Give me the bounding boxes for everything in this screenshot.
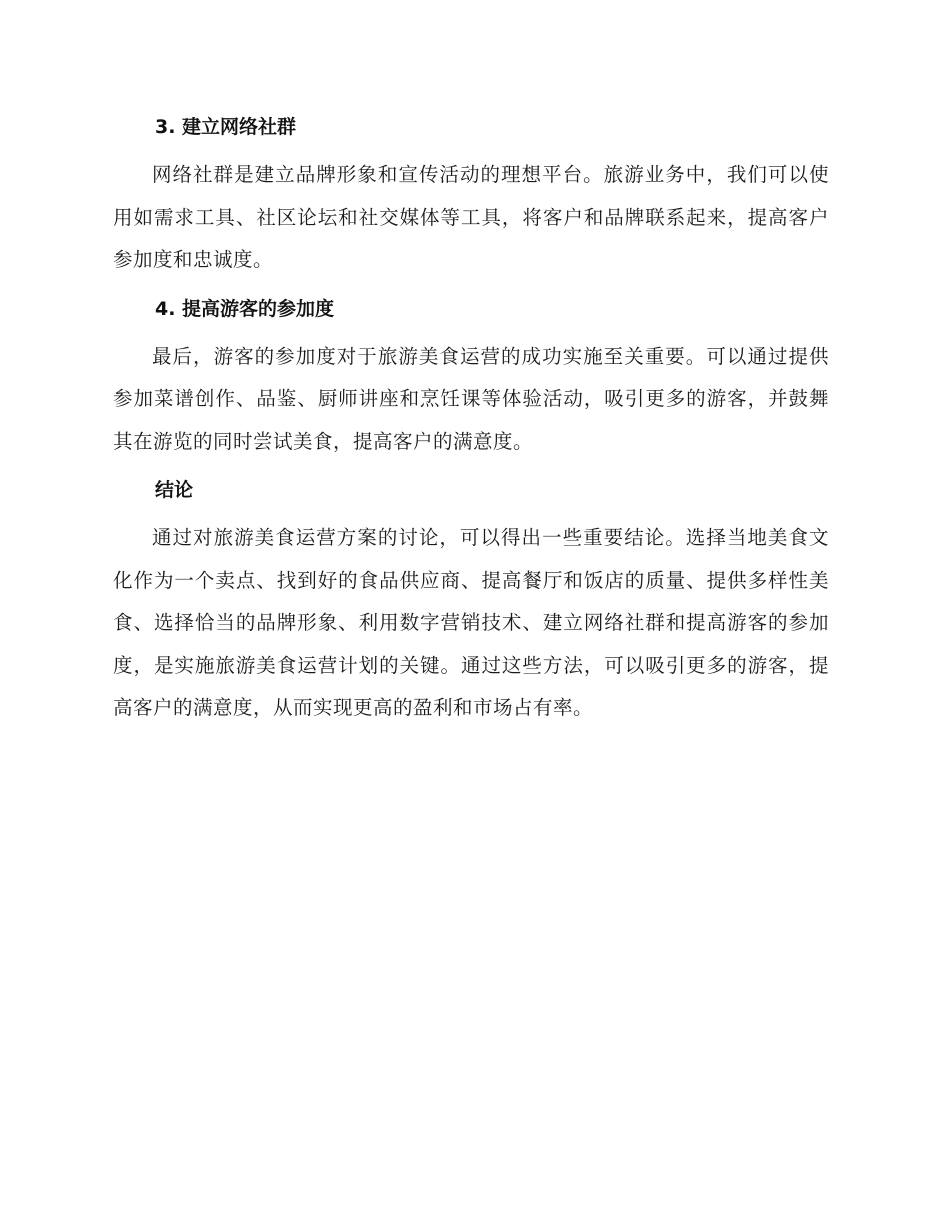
section-heading: 4. 提高游客的参加度 <box>155 297 335 320</box>
section-paragraph: 最后，游客的参加度对于旅游美食运营的成功实施至关重要。可以通过提供参加菜谱创作、品鉴、厨师讲座和烹饪课等体验活动，吸引更多的游客，并鼓舞其在游览的同时尝试美食，提高客户的满意度。 <box>113 344 829 453</box>
section-paragraph: 通过对旅游美食运营方案的讨论，可以得出一些重要结论。选择当地美食文化作为一个卖点、找到好的食品供应商、提高餐厅和饭店的质量、提供多样性美食、选择恰当的品牌形象、利用数字营销技术、建立网络社群和提高游客的参加度，是实施旅游美食运营计划的关键。通过这些方法，可以吸引更多的游客，提高客户的满意度，从而实现更高的盈利和市场占有率。 <box>113 526 829 719</box>
section-paragraph: 网络社群是建立品牌形象和宣传活动的理想平台。旅游业务中，我们可以使用如需求工具、社区论坛和社交媒体等工具，将客户和品牌联系起来，提高客户参加度和忠诚度。 <box>113 163 829 271</box>
section-improve-participation <box>113 292 829 464</box>
section-heading: 结论 <box>155 479 194 501</box>
section-build-online-community <box>113 110 829 282</box>
section-heading: 3. 建立网络社群 <box>155 116 297 138</box>
document-body <box>113 110 829 740</box>
section-conclusion <box>113 473 829 730</box>
